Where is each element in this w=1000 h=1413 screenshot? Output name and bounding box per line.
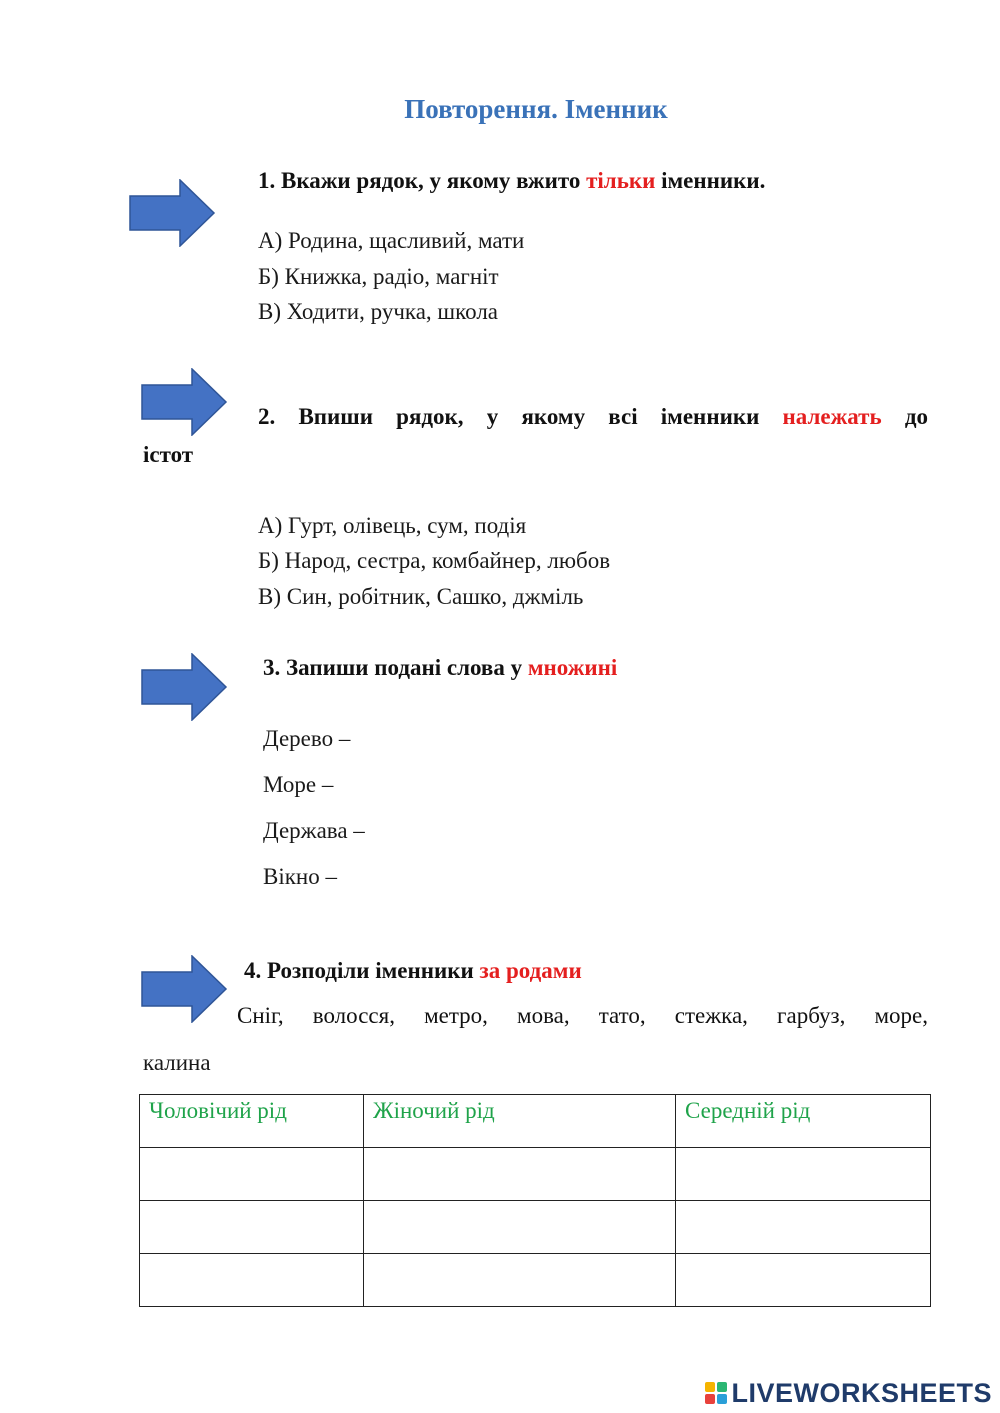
- question-2-highlight: належать: [782, 404, 882, 429]
- q2-word: іменники: [660, 404, 760, 429]
- logo-squares-icon: [705, 1382, 727, 1404]
- q3-word-item: Держава –: [263, 818, 365, 843]
- question-3-highlight: множині: [527, 655, 618, 680]
- gender-table: [139, 1094, 931, 1307]
- table-row: [140, 1254, 931, 1307]
- q2-word: рядок,: [396, 404, 464, 429]
- answer-cell[interactable]: [676, 1148, 931, 1201]
- q2-word: всі: [608, 404, 638, 429]
- q4-word: стежка,: [674, 1003, 748, 1028]
- header-feminine: Жіночий рід: [364, 1095, 676, 1148]
- answer-cell[interactable]: [364, 1254, 676, 1307]
- question-4: [244, 958, 582, 984]
- q4-word: метро,: [424, 1003, 488, 1028]
- header-masculine: Чоловічий рід: [140, 1095, 364, 1148]
- q3-word-item: Вікно –: [263, 864, 337, 889]
- q2-word: у: [486, 404, 499, 429]
- question-1-text-end: іменники.: [655, 168, 766, 193]
- header-neuter: Середній рід: [676, 1095, 931, 1148]
- question-4-highlight: за родами: [479, 958, 582, 983]
- question-1-text: 1. Вкажи рядок, у якому вжито: [258, 168, 587, 193]
- answer-cell[interactable]: [140, 1254, 364, 1307]
- q4-word: волосся,: [312, 1003, 395, 1028]
- q2-word: до: [904, 404, 928, 429]
- arrow-right-icon: [128, 179, 216, 247]
- answer-cell[interactable]: [140, 1148, 364, 1201]
- question-4-text: 4. Розподіли іменники: [244, 958, 480, 983]
- q4-word: тато,: [598, 1003, 646, 1028]
- q2-option-c[interactable]: В) Син, робітник, Сашко, джміль: [258, 584, 584, 609]
- q2-word: 2.: [258, 404, 276, 429]
- table-row: [140, 1148, 931, 1201]
- question-1-highlight: тільки: [586, 168, 656, 193]
- answer-cell[interactable]: [676, 1254, 931, 1307]
- q1-option-b[interactable]: Б) Книжка, радіо, магніт: [258, 264, 499, 289]
- q2-option-a[interactable]: А) Гурт, олівець, сум, подія: [258, 513, 527, 538]
- question-2-continuation: істот: [143, 442, 194, 467]
- liveworksheets-logo: [705, 1378, 992, 1408]
- q4-word: море,: [874, 1003, 928, 1028]
- arrow-right-icon: [140, 955, 228, 1023]
- question-3: [263, 655, 617, 681]
- question-2: [258, 404, 928, 430]
- page-title: Повторення. Іменник: [404, 94, 668, 124]
- arrow-right-icon: [140, 368, 228, 436]
- q2-word: Впиши: [298, 404, 373, 429]
- q2-option-b[interactable]: Б) Народ, сестра, комбайнер, любов: [258, 548, 611, 573]
- q3-word-item: Дерево –: [263, 726, 351, 751]
- table-header-row: [140, 1095, 931, 1148]
- q1-option-a[interactable]: А) Родина, щасливий, мати: [258, 228, 525, 253]
- answer-cell[interactable]: [676, 1201, 931, 1254]
- answer-cell[interactable]: [140, 1201, 364, 1254]
- logo-text: LIVEWORKSHEETS: [731, 1377, 992, 1408]
- q4-word-list: [237, 1003, 928, 1029]
- q2-word: якому: [521, 404, 586, 429]
- q3-word-item: Море –: [263, 772, 334, 797]
- question-3-text: 3. Запиши подані слова у: [263, 655, 528, 680]
- table-row: [140, 1201, 931, 1254]
- answer-cell[interactable]: [364, 1148, 676, 1201]
- answer-cell[interactable]: [364, 1201, 676, 1254]
- arrow-right-icon: [140, 653, 228, 721]
- q4-word: мова,: [517, 1003, 570, 1028]
- q4-word-continuation: калина: [143, 1050, 211, 1075]
- q4-word: гарбуз,: [777, 1003, 846, 1028]
- q1-option-c[interactable]: В) Ходити, ручка, школа: [258, 299, 499, 324]
- question-1: [258, 168, 765, 194]
- q4-word: Сніг,: [237, 1003, 284, 1028]
